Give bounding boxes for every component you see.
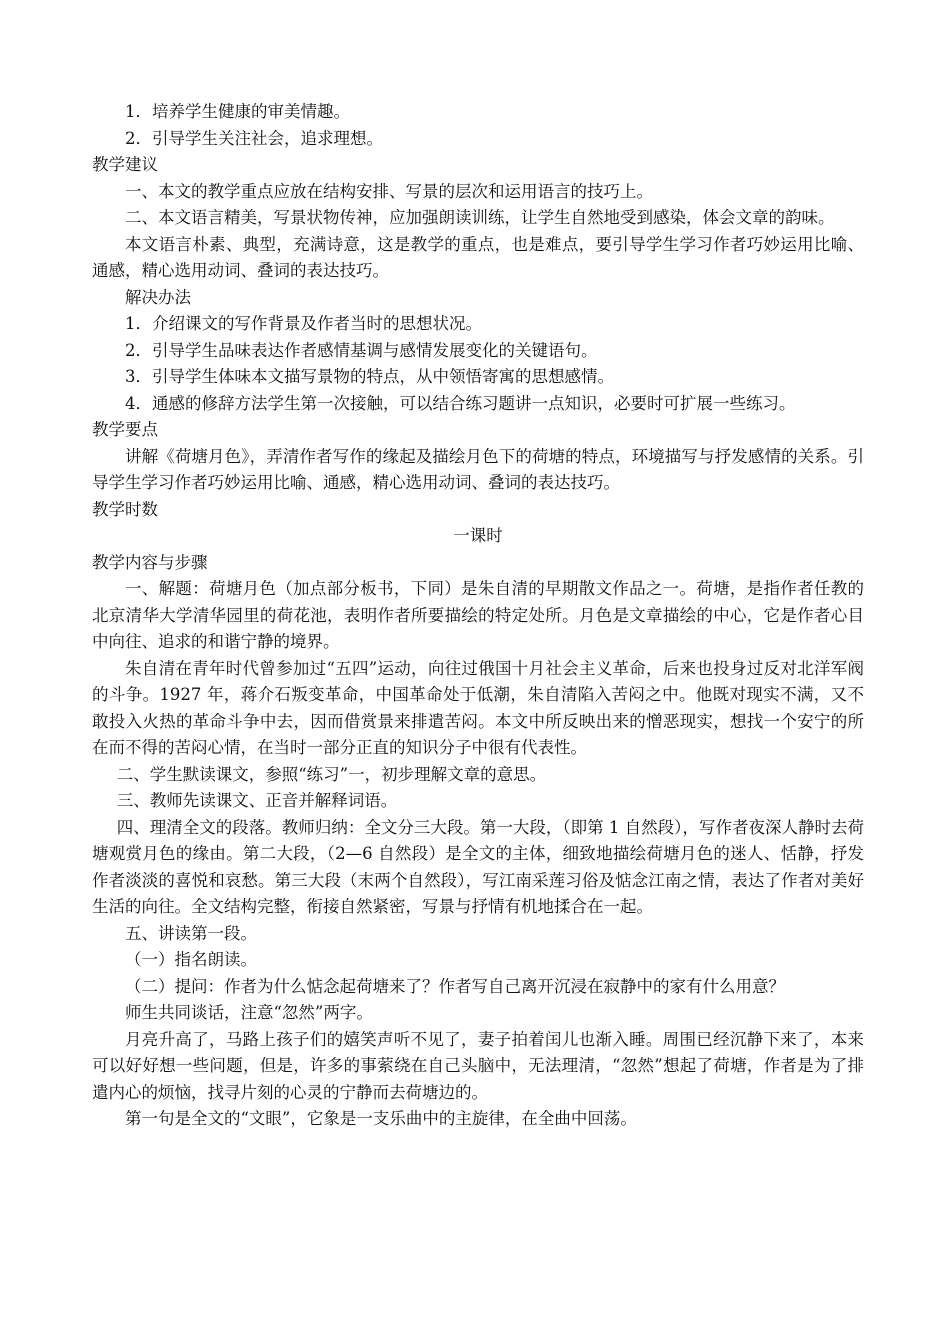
heading-teaching-points: 教学要点	[92, 420, 158, 439]
step-1-title-explanation: 一、解题：荷塘月色（加点部分板书，下同）是朱自清的早期散文作品之一。荷塘，是指作者任教的北京清华大学清华园里的荷花池，表明作者所要描绘的特定处所。月色是文章描绘的中心，它是作者心目中向往、追求的和谐宁静的境界。	[92, 579, 864, 651]
key-difficulty-paragraph: 本文语言朴素、典型，充满诗意，这是教学的重点，也是难点，要引导学生学习作者巧妙运用比喻、通感，精心选用动词、叠词的表达技巧。	[92, 234, 864, 280]
heading-teaching-suggestions: 教学建议	[92, 155, 158, 174]
solution-4: 4．通感的修辞方法学生第一次接触，可以结合练习题讲一点知识，必要时可扩展一些练习。	[125, 393, 796, 413]
step-5-item-2: （二）提问：作者为什么惦念起荷塘来了？作者写自己离开沉浸在寂静中的家有什么用意？	[125, 976, 785, 996]
step-4-paragraph-structure: 四、理清全文的段落。教师归纳：全文分三大段。第一大段，（即第 1 自然段），写作者夜深人静时去荷塘观赏月色的缘由。第二大段，（2—6 自然段）是全文的主体，细致地描绘荷塘月色的迷人、恬静，抒发作者淡淡的喜悦和哀愁。第三大段（末两个自然段），写江南采莲习俗及惦念江南之情，表达了作者对美好生活的向往。全文结构完整，衔接自然紧密，写景与抒情有机地揉合在一起。	[92, 817, 864, 916]
discussion-paragraph: 月亮升高了，马路上孩子们的嬉笑声听不见了，妻子拍着闰儿也渐入睡。周围已经沉静下来了，本来可以好好想一些问题，但是，许多的事萦绕在自己头脑中，无法理清，“忽然”想起了荷塘，作者是为了排遣内心的烦恼，找寻片刻的心灵的宁静而去荷塘边的。	[92, 1029, 864, 1102]
solution-3: 3．引导学生体味本文描写景物的特点，从中领悟寄寓的思想感情。	[125, 367, 614, 386]
step-5-item-1: （一）指名朗读。	[125, 950, 257, 969]
step-3-teacher-reading: 三、教师先读课文、正音并解释词语。	[116, 791, 398, 810]
suggestion-1: 一、本文的教学重点应放在结构安排、写景的层次和运用语言的技巧上。	[125, 181, 653, 201]
step-5-first-section: 五、讲读第一段。	[125, 923, 257, 943]
author-background-paragraph: 朱自清在青年时代曾参加过“五四”运动，向往过俄国十月社会主义革命，后来也投身过反对北洋军阀的斗争。1927 年，蒋介石叛变革命，中国革命处于低潮，朱自清陷入苦闷之中。他既对现实不满，又不敢投入火热的革命斗争中去，因而借赏景来排遣苦闷。本文中所反映出来的憎恶现实，想找一个安宁的所在而不得的苦闷心情，在当时一部分正直的知识分子中很有代表性。	[92, 658, 864, 757]
suggestion-2: 二、本文语言精美，写景状物传神，应加强朗读训练，让学生自然地受到感染，体会文章的韵味。	[125, 208, 835, 227]
solution-2: 2．引导学生品味表达作者感情基调与感情发展变化的关键语句。	[125, 340, 598, 360]
step-2-silent-reading: 二、学生默读课文，参照“练习”一，初步理解文章的意思。	[116, 764, 547, 784]
heading-solutions: 解决办法	[125, 287, 191, 307]
teaching-points-paragraph: 讲解《荷塘月色》，弄清作者写作的缘起及描绘月色下的荷塘的特点，环境描写与抒发感情的关系。引导学生学习作者巧妙运用比喻、通感，精心选用动词、叠词的表达技巧。	[92, 446, 864, 492]
objective-2: 2．引导学生关注社会，追求理想。	[125, 128, 383, 148]
text-eye-paragraph: 第一句是全文的“文眼”，它象是一支乐曲中的主旋律，在全曲中回荡。	[125, 1109, 637, 1128]
solution-1: 1．介绍课文的写作背景及作者当时的思想状况。	[125, 314, 482, 333]
document-body	[92, 99, 864, 1133]
discussion-note: 师生共同谈话，注意“忽然”两字。	[125, 1003, 373, 1022]
heading-class-hours: 教学时数	[92, 499, 158, 519]
objective-1: 1．培养学生健康的审美情趣。	[125, 102, 350, 121]
heading-content-steps: 教学内容与步骤	[92, 552, 208, 572]
class-hours-value: 一课时	[453, 526, 503, 545]
